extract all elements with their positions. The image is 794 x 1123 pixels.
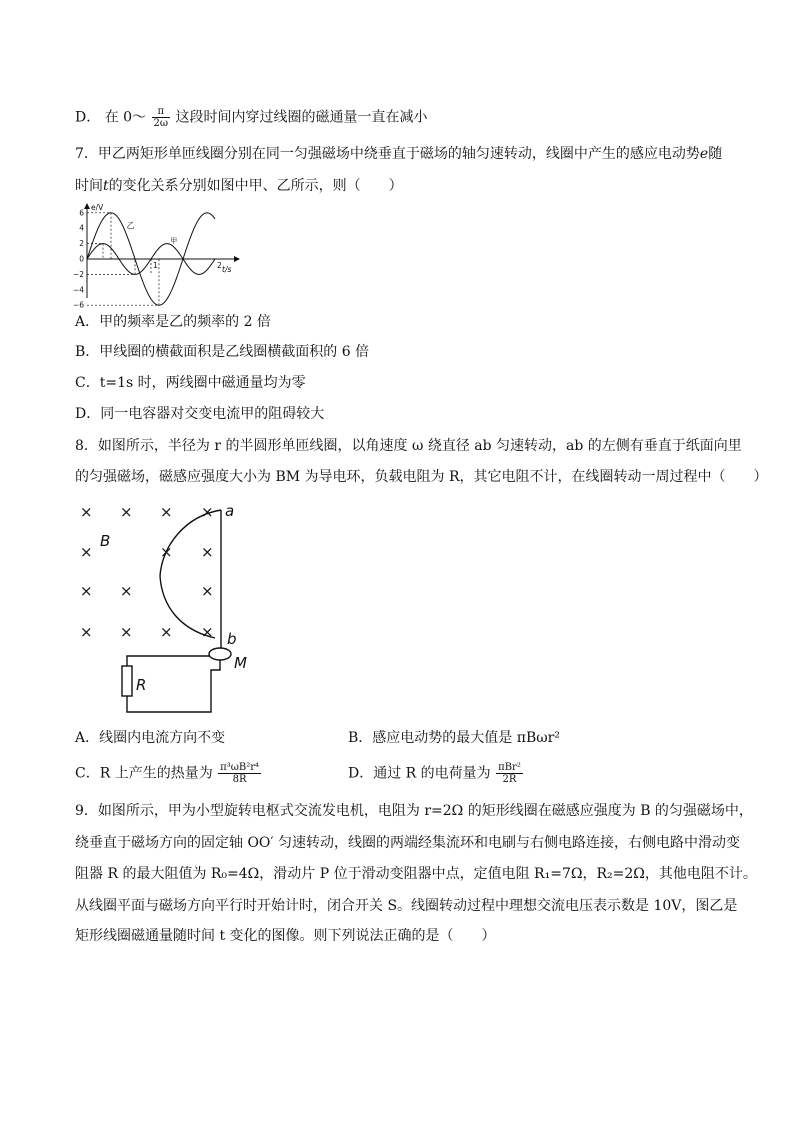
y-tick-label: −6 — [72, 300, 84, 310]
option-label: D． — [348, 765, 374, 782]
option-prefix: R 上产生的热量为 — [99, 765, 213, 782]
q7-option-d — [75, 404, 324, 424]
series-label-jia: 甲 — [170, 236, 178, 245]
option-label: C． — [75, 765, 100, 782]
q8-stem-line2: 的匀强磁场，磁感应强度大小为 BM 为导电环，负载电阻为 R，其它电阻不计，在线圈转动一周过程中（ ） — [75, 469, 768, 485]
series-label-yi: 乙 — [126, 221, 135, 231]
conductive-ring-M — [209, 648, 231, 660]
option-prefix: 通过 R 的电荷量为 — [373, 765, 491, 782]
label-field-B: B — [100, 532, 111, 550]
q9-stem-line: 从线圈平面与磁场方向平行时开始计时，闭合开关 S。线圈转动过程中理想交流电压表示数是 10V，图乙是 — [75, 898, 738, 914]
guide-line-trough-6 — [87, 259, 159, 305]
fraction-numerator: πBr² — [498, 762, 521, 773]
stem-text: 时间 — [75, 178, 103, 194]
fraction-denominator: 8R — [232, 774, 247, 785]
stem-text: 的变化关系分别如图中甲、乙所示，则（ ） — [108, 178, 403, 194]
resistor-R — [122, 666, 132, 696]
option-label: B． — [75, 344, 100, 360]
option-prefix: 在 0～ — [104, 109, 147, 126]
option-text: 感应电动势的最大值是 πBωr² — [372, 730, 560, 746]
fraction — [152, 106, 171, 129]
y-tick-label: −2 — [72, 269, 84, 279]
magnetic-field-crosses — [80, 503, 214, 641]
x-tick-label: 1 — [153, 261, 158, 270]
q6-option-d — [75, 106, 427, 129]
q8-circuit-figure — [70, 498, 270, 716]
label-a: a — [225, 502, 235, 520]
field-cross: × — [201, 503, 214, 521]
field-cross: × — [80, 623, 93, 641]
field-cross: × — [201, 582, 214, 600]
fraction-numerator: π³ωB²r⁴ — [220, 762, 260, 773]
guide-line-trough-2 — [87, 259, 135, 274]
q7-option-b — [75, 342, 369, 362]
fraction — [496, 762, 523, 785]
option-text: t=1s 时，两线圈中磁通量均为零 — [99, 375, 306, 391]
option-suffix: 这段时间内穿过线圈的磁通量一直在减小 — [175, 109, 428, 126]
field-cross: × — [201, 543, 214, 561]
q7-emf-chart — [72, 200, 247, 310]
y-tick-label: 2 — [79, 239, 84, 249]
fraction-numerator: π — [152, 106, 171, 118]
q8-option-a — [75, 728, 225, 748]
field-cross: × — [80, 503, 93, 521]
y-axis-arrow — [84, 203, 90, 209]
q7-option-c — [75, 373, 306, 393]
q9-stem-line: 绕垂直于磁场方向的固定轴 OO′ 匀速转动，线圈的两端经集流环和电刷与右侧电路连接，右侧电路中滑动变 — [75, 835, 741, 851]
option-text: 甲线圈的横截面积是乙线圈横截面积的 6 倍 — [99, 344, 370, 360]
label-M: M — [234, 654, 247, 672]
option-label: C． — [75, 375, 100, 391]
fraction-denominator: 2ω — [153, 118, 169, 129]
y-tick-label: 4 — [79, 223, 84, 233]
field-cross: × — [160, 543, 173, 561]
stem-text: 7．甲乙两矩形单匝线圈分别在同一匀强磁场中绕垂直于磁场的轴匀速转动，线圈中产生的感应电动势 — [75, 146, 700, 162]
field-cross: × — [120, 582, 133, 600]
x-tick-label: 2 — [217, 261, 222, 270]
q8-option-c — [75, 762, 262, 785]
option-label: D． — [75, 406, 101, 422]
label-R: R — [136, 676, 147, 694]
stem-text: 随 — [708, 146, 723, 162]
guide-line-peak-6 — [87, 213, 111, 259]
fraction-denominator: 2R — [502, 774, 517, 785]
label-b: b — [227, 630, 237, 648]
field-cross: × — [160, 503, 173, 521]
fraction — [218, 762, 261, 785]
q9-stem-line: 9．如图所示，甲为小型旋转电枢式交流发电机，电阻为 r=2Ω 的矩形线圈在磁感应强度为 B 的匀强磁场中， — [75, 803, 753, 819]
stem-var-e: e — [699, 146, 709, 162]
q8-stem-line1: 8．如图所示，半径为 r 的半圆形单匝线圈，以角速度 ω 绕直径 ab 匀速转动，ab 的左侧有垂直于纸面向里 — [75, 438, 742, 454]
semicircle-coil — [160, 510, 221, 638]
q9-stem-line: 阻器 R 的最大阻值为 R₀=4Ω，滑动片 P 位于滑动变阻器中点，定值电阻 R₁=7Ω，R₂=2Ω，其他电阻不计。 — [75, 866, 757, 882]
field-cross: × — [80, 582, 93, 600]
option-text: 线圈内电流方向不变 — [99, 730, 226, 746]
q7-stem-line1 — [75, 144, 722, 164]
option-label: B． — [348, 730, 373, 746]
y-tick-label: 0 — [79, 254, 84, 264]
field-cross: × — [160, 623, 173, 641]
stem-var-t: t — [103, 178, 109, 194]
y-axis-label: e/V — [91, 203, 104, 212]
option-text: 同一电容器对交变电流甲的阻碍较大 — [100, 406, 325, 422]
field-cross: × — [120, 623, 133, 641]
q9-stem-line: 矩形线圈磁通量随时间 t 变化的图像。则下列说法正确的是（ ） — [75, 928, 496, 944]
field-cross: × — [201, 623, 214, 641]
option-label: A． — [75, 314, 100, 330]
y-tick-label: 6 — [79, 208, 84, 218]
q7-option-a — [75, 312, 271, 332]
option-label: A． — [75, 730, 100, 746]
x-axis-label: t/s — [222, 265, 232, 274]
option-label: D． — [75, 109, 101, 126]
q8-option-d — [348, 762, 524, 785]
field-cross: × — [120, 503, 133, 521]
option-text: 甲的频率是乙的频率的 2 倍 — [99, 314, 271, 330]
y-tick-label: −4 — [72, 285, 84, 295]
q8-option-b — [348, 728, 560, 748]
field-cross: × — [80, 543, 93, 561]
x-axis-arrow — [234, 256, 240, 262]
q7-stem-line2 — [75, 176, 403, 196]
